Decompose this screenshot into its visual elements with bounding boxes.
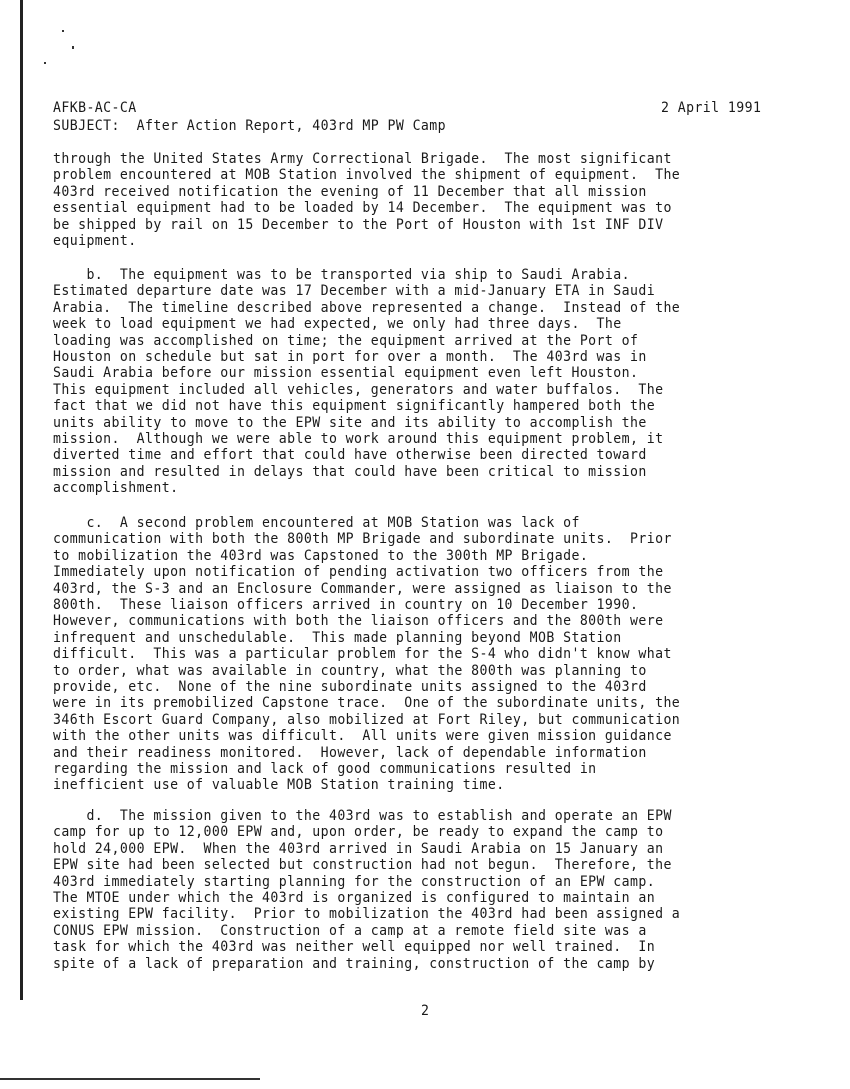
scan-speck [72,46,74,49]
paragraph-line: provide, etc. None of the nine subordinate units assigned to the 403rd [53,679,647,695]
paragraph-line: with the other units was difficult. All units were given mission guidance [53,728,672,745]
paragraph-line: task for which the 403rd was neither well equipped nor well trained. In [53,939,656,956]
paragraph-line: Immediately upon notification of pending activation two officers from the [53,564,664,581]
paragraph-line: The MTOE under which the 403rd is organized is configured to maintain an [53,890,656,906]
subject-line: SUBJECT: After Action Report, 403rd MP PW Camp [53,118,447,134]
page-number: 2 [421,1003,430,1019]
paragraph-line: However, communications with both the liaison officers and the 800th were [53,613,664,630]
paragraph-line: regarding the mission and lack of good communications resulted in [53,761,597,777]
paragraph-line: difficult. This was a particular problem for the S-4 who didn't know what [53,646,672,663]
paragraph-line: c. A second problem encountered at MOB Station was lack of [53,515,580,531]
paragraph-line: diverted time and effort that could have otherwise been directed toward [53,447,647,464]
bottom-rule [0,1078,260,1080]
paragraph-line: be shipped by rail on 15 December to the Port of Houston with 1st INF DIV [53,216,664,233]
paragraph-line: Houston on schedule but sat in port for over a month. The 403rd was in [53,349,647,365]
paragraph-line: 403rd received notification the evening of 11 December that all mission [53,183,647,200]
paragraph-line: Arabia. The timeline described above represented a change. Instead of the [53,299,681,316]
paragraph-line: d. The mission given to the 403rd was to establish and operate an EPW [53,808,672,824]
paragraph-line: Estimated departure date was 17 December with a mid-January ETA in Saudi [53,283,656,300]
paragraph-line: loading was accomplished on time; the equipment arrived at the Port of [53,332,639,349]
paragraph-line: fact that we did not have this equipment significantly hampered both the [53,398,656,415]
paragraph-line: week to load equipment we had expected, we only had three days. The [53,316,622,333]
paragraph-line: essential equipment had to be loaded by 14 December. The equipment was to [53,200,672,217]
paragraph-line: EPW site had been selected but construction had not begun. Therefore, the [53,857,672,874]
paragraph-line: problem encountered at MOB Station involved the shipment of equipment. The [53,167,681,184]
paragraph-line: b. The equipment was to be transported via ship to Saudi Arabia. [53,267,630,283]
paragraph-line: Saudi Arabia before our mission essential equipment even left Houston. [53,365,639,382]
paragraph-line: units ability to move to the EPW site and its ability to accomplish the [53,414,647,431]
paragraph-line: CONUS EPW mission. Construction of a camp at a remote field site was a [53,922,647,939]
paragraph-line: hold 24,000 EPW. When the 403rd arrived in Saudi Arabia on 15 January an [53,840,664,857]
paragraph-line: inefficient use of valuable MOB Station training time. [53,777,505,794]
scan-edge [20,0,23,1000]
office-symbol: AFKB-AC-CA [53,100,137,116]
paragraph-line: 403rd immediately starting planning for the construction of an EPW camp. [53,873,656,890]
paragraph-line: to order, what was available in country, what the 800th was planning to [53,662,647,679]
paragraph-line: This equipment included all vehicles, generators and water buffalos. The [53,381,664,398]
paragraph-line: mission. Although we were able to work around this equipment problem, it [53,431,664,447]
paragraph-line: mission and resulted in delays that could have been critical to mission [53,463,647,480]
paragraph-line: 346th Escort Guard Company, also mobilized at Fort Riley, but communication [53,711,681,728]
paragraph-line: equipment. [53,233,137,249]
scan-speck [62,30,64,32]
paragraph-line: 403rd, the S-3 and an Enclosure Commander, were assigned as liaison to the [53,580,672,597]
paragraph-line: existing EPW facility. Prior to mobilization the 403rd had been assigned a [53,906,681,923]
paragraph-line: were in its premobilized Capstone trace. One of the subordinate units, the [53,695,681,712]
document-date: 2 April 1991 [661,100,762,116]
paragraph-line: infrequent and unschedulable. This made planning beyond MOB Station [53,629,622,646]
scan-speck [44,62,46,64]
paragraph-line: through the United States Army Correctional Brigade. The most significant [53,151,672,167]
paragraph-line: spite of a lack of preparation and training, construction of the camp by [53,955,656,972]
paragraph-line: camp for up to 12,000 EPW and, upon order, be ready to expand the camp to [53,824,664,841]
paragraph-line: communication with both the 800th MP Brigade and subordinate units. Prior [53,531,672,548]
paragraph-line: 800th. These liaison officers arrived in country on 10 December 1990. [53,597,639,613]
paragraph-line: and their readiness monitored. However, lack of dependable information [53,744,647,761]
paragraph-line: to mobilization the 403rd was Capstoned to the 300th MP Brigade. [53,547,589,564]
paragraph-line: accomplishment. [53,480,179,497]
